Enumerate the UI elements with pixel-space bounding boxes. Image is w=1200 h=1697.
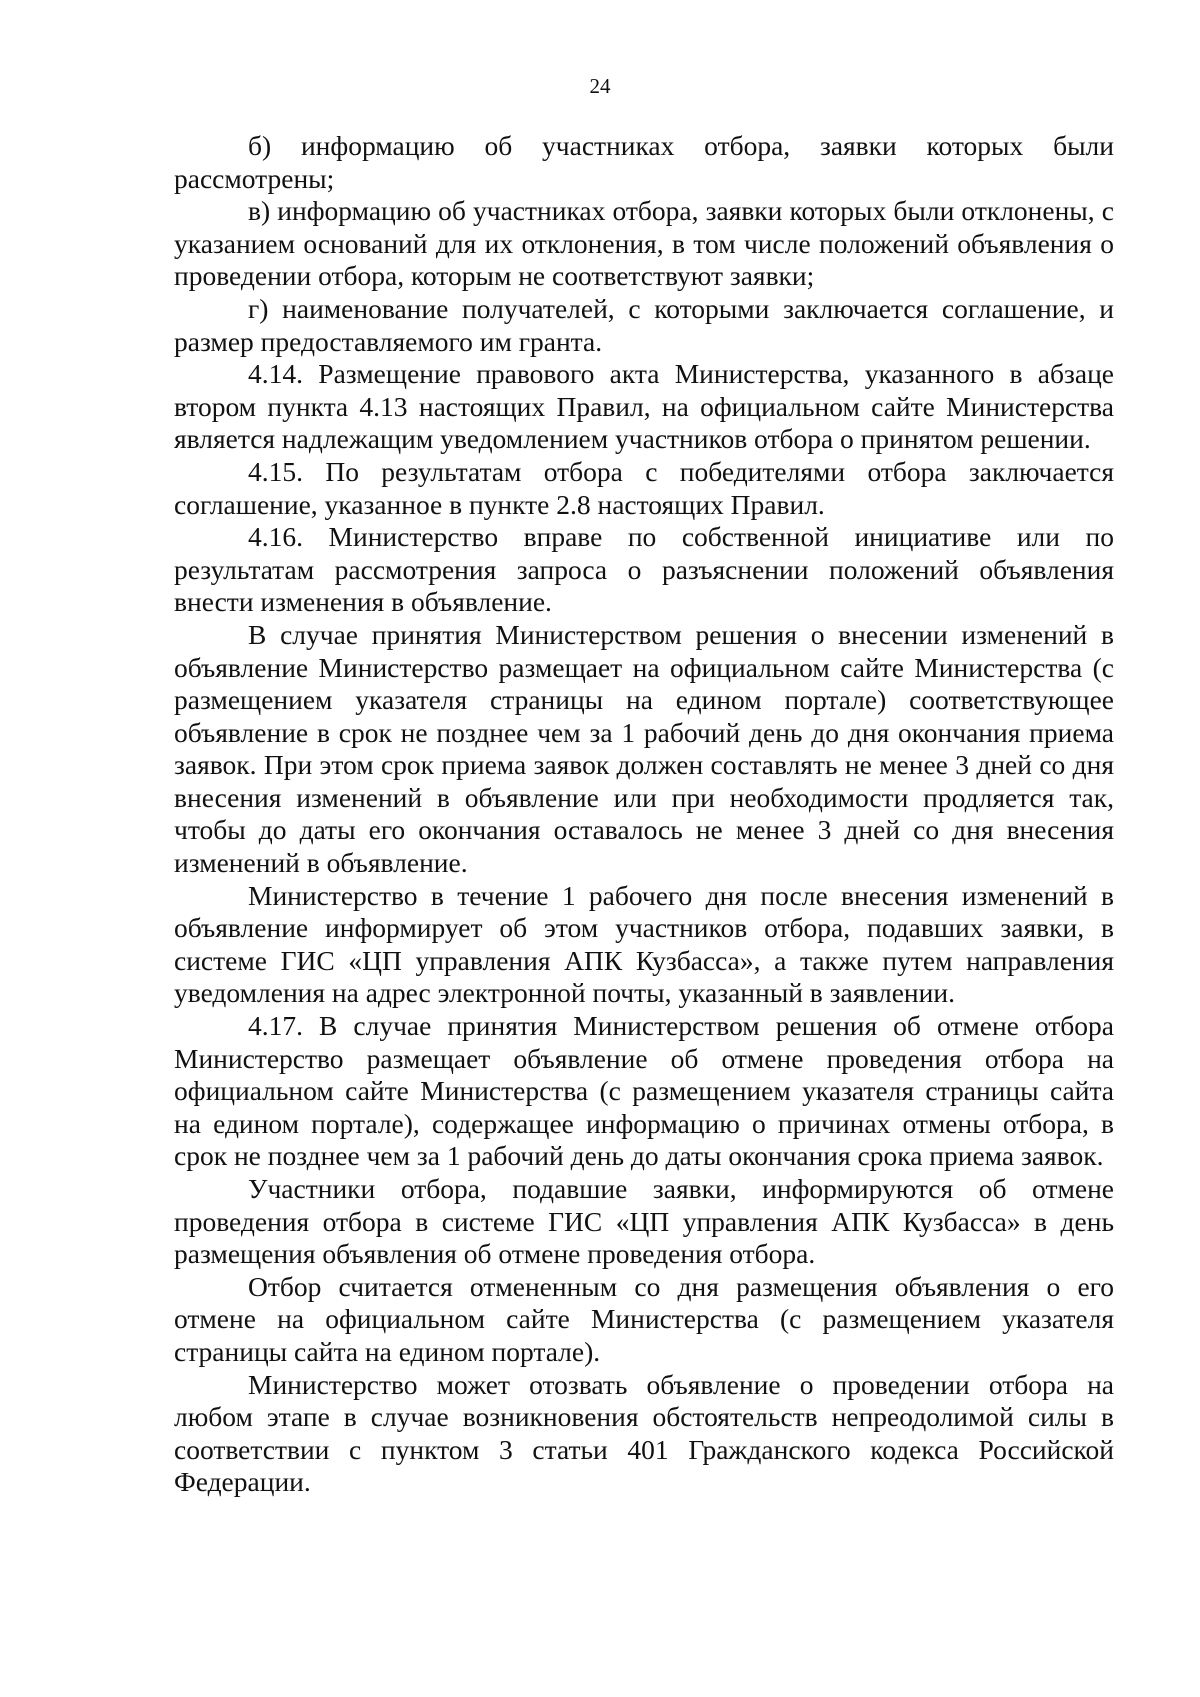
document-body	[174, 130, 1114, 1499]
paragraph-clause-4-15: 4.15. По результатам отбора с победителями отбора заключается соглашение, указанное в пункте 2.8 настоящих Правил.	[174, 455, 1114, 520]
paragraph-item-b: б) информацию об участниках отбора, заявки которых были рассмотрены;	[174, 130, 1114, 194]
paragraph-cancellation-effective: Отбор считается отмененным со дня размещения объявления о его отмене на официальном сайте Министерства (с размещением указателя страницы сайта на едином портале).	[174, 1270, 1114, 1367]
page-number: 24	[589, 74, 611, 98]
paragraph-clause-4-14: 4.14. Размещение правового акта Министерства, указанного в абзаце втором пункта 4.13 настоящих Правил, на официальном сайте Министерства является надлежащим уведомлением участников отбора о принятом решении.	[174, 358, 1114, 455]
paragraph-amendment-notification: Министерство в течение 1 рабочего дня после внесения изменений в объявление информирует об этом участников отбора, подавших заявки, в системе ГИС «ЦП управления АПК Кузбасса», а также путем направления уведомления на адрес электронной почты, указанный в заявлении.	[174, 879, 1114, 1009]
paragraph-clause-4-16: 4.16. Министерство вправе по собственной инициативе или по результатам рассмотрения запроса о разъяснении положений объявления внести изменения в объявление.	[174, 521, 1114, 618]
paragraph-clause-4-17: 4.17. В случае принятия Министерством решения об отмене отбора Министерство размещает объявление об отмене проведения отбора на официальном сайте Министерства (с размещением указателя страницы сайта на едином портале), содержащее информацию о причинах отмены отбора, в срок не позднее чем за 1 рабочий день до даты окончания срока приема заявок.	[174, 1010, 1114, 1172]
paragraph-amendment-procedure: В случае принятия Министерством решения о внесении изменений в объявление Министерство размещает на официальном сайте Министерства (с размещением указателя страницы на едином портале) соответствующее объявление в срок не позднее чем за 1 рабочий день до дня окончания приема заявок. При этом срок приема заявок должен составлять не менее 3 дней со дня внесения изменений в объявление или при необходимости продляется так, чтобы до даты его окончания оставалось не менее 3 дней со дня внесения изменений в объявление.	[174, 618, 1114, 879]
paragraph-force-majeure: Министерство может отозвать объявление о проведении отбора на любом этапе в случае возникновения обстоятельств непреодолимой силы в соответствии с пунктом 3 статьи 401 Гражданского кодекса Российской Федерации.	[174, 1368, 1114, 1498]
paragraph-item-v: в) информацию об участниках отбора, заявки которых были отклонены, с указанием оснований для их отклонения, в том числе положений объявления о проведении отбора, которым не соответствуют заявки;	[174, 195, 1114, 292]
paragraph-item-g: г) наименование получателей, с которыми заключается соглашение, и размер предоставляемого им гранта.	[174, 292, 1114, 357]
paragraph-cancellation-notification: Участники отбора, подавшие заявки, информируются об отмене проведения отбора в системе ГИС «ЦП управления АПК Кузбасса» в день размещения объявления об отмене проведения отбора.	[174, 1173, 1114, 1270]
